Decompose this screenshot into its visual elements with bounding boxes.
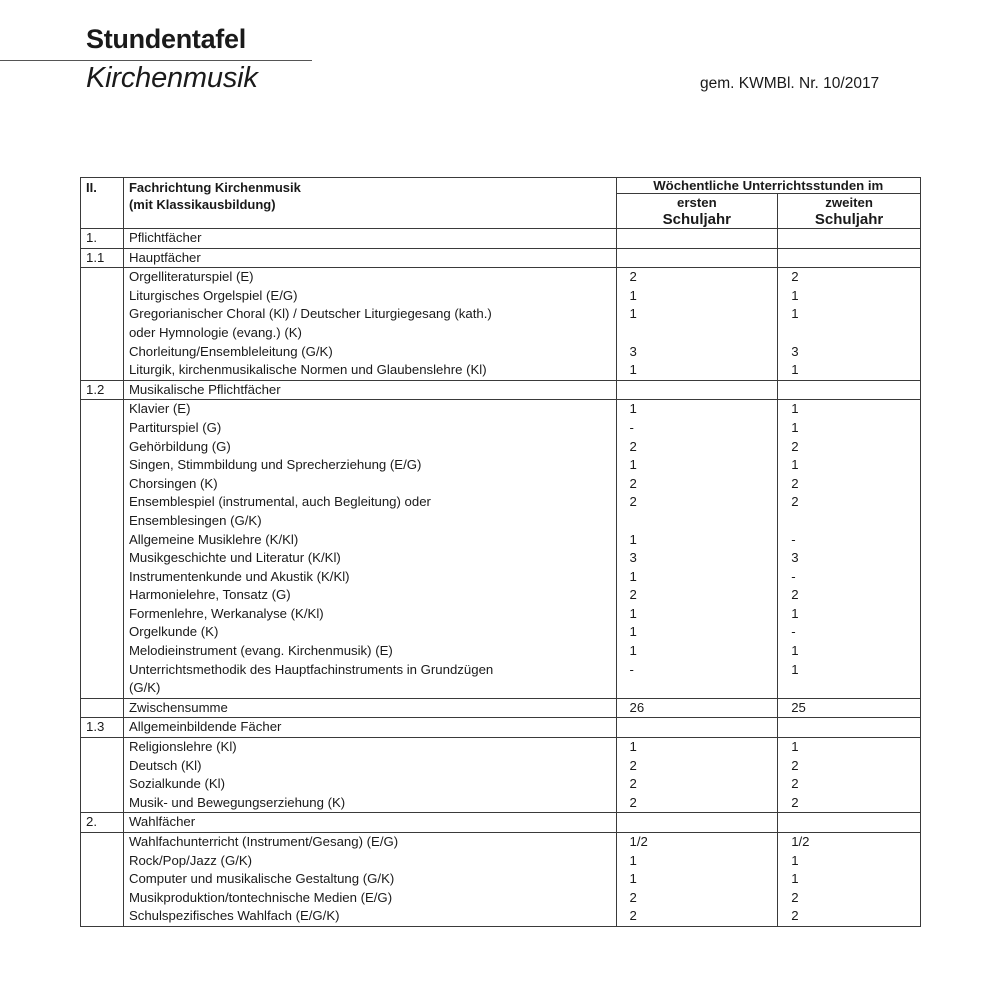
hours-year2: 1 [791, 661, 799, 677]
header-direction [123, 178, 616, 229]
hours-year1: - [629, 661, 634, 677]
hours-year2: 2 [791, 908, 799, 924]
subject-label: Instrumentenkunde und Akustik (K/Kl) [128, 568, 350, 584]
hours-year2: 3 [791, 343, 799, 359]
subject-group [81, 738, 921, 813]
section-number: 2. [81, 813, 124, 833]
hours-year1: 1 [629, 643, 637, 659]
subject-list [123, 738, 616, 813]
page-subtitle: Kirchenmusik [86, 62, 258, 94]
subject-label: Liturgik, kirchenmusikalische Normen und Glaubenslehre (Kl) [128, 362, 487, 378]
subject-label: Musik- und Bewegungserziehung (K) [128, 794, 346, 810]
hours-year2: 2 [791, 438, 799, 454]
section-number: 1.1 [81, 248, 124, 268]
hours-year1: 2 [629, 475, 637, 491]
subject-list [123, 400, 616, 699]
header-direction-line2: (mit Klassikausbildung) [128, 197, 276, 212]
hours-year1: 2 [629, 269, 637, 285]
subject-label: Orgelkunde (K) [128, 624, 219, 640]
hours-year2: 1 [791, 739, 799, 755]
subject-label: Chorsingen (K) [128, 475, 218, 491]
section-row [81, 380, 921, 400]
hours-year1: 1 [629, 457, 637, 473]
hours-year1: 2 [629, 494, 637, 510]
hours-year2: 1 [791, 852, 799, 868]
subtotal-year1: 26 [616, 698, 778, 718]
header-hours: Wöchentliche Unterrichtsstunden im [616, 178, 921, 194]
hours-year2: 2 [791, 587, 799, 603]
subject-label: Sozialkunde (Kl) [128, 776, 225, 792]
section-row [81, 248, 921, 268]
hours-year1: 2 [629, 757, 637, 773]
subject-label: Partiturspiel (G) [128, 419, 222, 435]
subject-group [81, 268, 921, 381]
subject-group [81, 833, 921, 927]
hours-year2: 2 [791, 475, 799, 491]
hours-year1: 2 [629, 908, 637, 924]
section-label: Wahlfächer [123, 813, 616, 833]
section-label: Musikalische Pflichtfächer [123, 380, 616, 400]
hours-year2: 2 [791, 269, 799, 285]
hours-year1: 2 [629, 794, 637, 810]
hours-year2: 2 [791, 889, 799, 905]
year1-values [616, 268, 778, 381]
subject-label: Deutsch (Kl) [128, 757, 202, 773]
hours-year2: 2 [791, 494, 799, 510]
section-row [81, 229, 921, 249]
hours-year2: 3 [791, 550, 799, 566]
page-title: Stundentafel [86, 24, 246, 54]
header-year1-line2: Schuljahr [662, 211, 732, 228]
subject-label: Computer und musikalische Gestaltung (G/K) [128, 871, 395, 887]
subtotal-label: Zwischensumme [123, 698, 616, 718]
subject-label: Religionslehre (Kl) [128, 739, 237, 755]
section-label: Allgemeinbildende Fächer [123, 718, 616, 738]
subject-label: Wahlfachunterricht (Instrument/Gesang) (E/G) [128, 834, 399, 849]
year1-values [616, 833, 778, 927]
subject-label: Unterrichtsmethodik des Hauptfachinstruments in Grundzügen [128, 661, 494, 677]
subject-label: Melodieinstrument (evang. Kirchenmusik) (E) [128, 643, 393, 659]
subject-label: Gehörbildung (G) [128, 438, 231, 454]
section-number: 1.2 [81, 380, 124, 400]
subject-label: Rock/Pop/Jazz (G/K) [128, 852, 253, 868]
year1-values [616, 738, 778, 813]
subject-label: Singen, Stimmbildung und Sprecherziehung (E/G) [128, 457, 422, 473]
hours-year1: 1 [629, 739, 637, 755]
year2-values [778, 833, 921, 927]
header-year2 [778, 194, 921, 229]
header-year2-line2: Schuljahr [814, 211, 884, 228]
subject-label: Formenlehre, Werkanalyse (K/Kl) [128, 605, 324, 621]
hours-year1: 3 [629, 343, 637, 359]
hours-year2: 1 [791, 871, 799, 887]
hours-year1: 1 [629, 306, 637, 322]
hours-year2: 2 [791, 794, 799, 810]
year1-values [616, 400, 778, 699]
hours-year2: 1 [791, 401, 799, 417]
hours-year1: 1/2 [629, 834, 648, 849]
subject-label: Gregorianischer Choral (Kl) / Deutscher Liturgiegesang (kath.) [128, 306, 492, 322]
title-divider [0, 60, 312, 61]
subtotal-row [81, 698, 921, 718]
year2-values [778, 738, 921, 813]
section-row [81, 718, 921, 738]
hours-year2: 2 [791, 757, 799, 773]
subject-label: Musikproduktion/tontechnische Medien (E/G) [128, 889, 393, 905]
subject-label: Chorleitung/Ensembleleitung (G/K) [128, 343, 333, 359]
hours-year1: 1 [629, 624, 637, 640]
subject-label: Harmonielehre, Tonsatz (G) [128, 587, 291, 603]
section-row [81, 813, 921, 833]
subject-list [123, 833, 616, 927]
subject-label-continued: Ensemblesingen (G/K) [128, 512, 262, 528]
hours-year1: 1 [629, 401, 637, 417]
hours-year1: 2 [629, 587, 637, 603]
hours-year1: 1 [629, 605, 637, 621]
subject-list [123, 268, 616, 381]
header-year1-line1: ersten [677, 195, 717, 210]
section-number: 1. [81, 229, 124, 249]
section-label: Hauptfächer [123, 248, 616, 268]
hours-year2: - [791, 624, 796, 640]
subject-label-continued: (G/K) [128, 680, 161, 696]
timetable [80, 177, 921, 927]
hours-year1: 1 [629, 287, 637, 303]
hours-year1: 2 [629, 438, 637, 454]
hours-year2: 1 [791, 457, 799, 473]
subject-label: Schulspezifisches Wahlfach (E/G/K) [128, 908, 340, 924]
header-direction-line1: Fachrichtung Kirchenmusik [128, 180, 301, 195]
hours-year2: 1 [791, 287, 799, 303]
hours-year1: 1 [629, 531, 637, 547]
hours-year2: 1 [791, 605, 799, 621]
hours-year1: 1 [629, 852, 637, 868]
subject-label: Orgelliteraturspiel (E) [128, 269, 254, 285]
hours-year1: 1 [629, 871, 637, 887]
hours-year1: 3 [629, 550, 637, 566]
hours-year2: 1 [791, 643, 799, 659]
hours-year1: 2 [629, 889, 637, 905]
year2-values [778, 268, 921, 381]
hours-year2: 1 [791, 419, 799, 435]
subject-label: Allgemeine Musiklehre (K/Kl) [128, 531, 299, 547]
subtotal-year2: 25 [778, 698, 921, 718]
section-label: Pflichtfächer [123, 229, 616, 249]
subject-label: Liturgisches Orgelspiel (E/G) [128, 287, 298, 303]
hours-year2: 1/2 [791, 834, 810, 849]
hours-year1: - [629, 419, 634, 435]
hours-year2: - [791, 568, 796, 584]
subject-label: Musikgeschichte und Literatur (K/Kl) [128, 550, 341, 566]
header-year1 [616, 194, 778, 229]
section-number: 1.3 [81, 718, 124, 738]
hours-year2: 2 [791, 776, 799, 792]
header-year2-line1: zweiten [825, 195, 873, 210]
year2-values [778, 400, 921, 699]
hours-year1: 2 [629, 776, 637, 792]
hours-year2: 1 [791, 306, 799, 322]
table-header-row [81, 178, 921, 194]
subject-label: Ensemblespiel (instrumental, auch Begleitung) oder [128, 494, 431, 510]
hours-year1: 1 [629, 362, 637, 378]
subject-group [81, 400, 921, 699]
hours-year1: 1 [629, 568, 637, 584]
subject-label-continued: oder Hymnologie (evang.) (K) [128, 324, 302, 340]
subject-label: Klavier (E) [128, 401, 191, 417]
gazette-reference: gem. KWMBl. Nr. 10/2017 [700, 75, 880, 92]
hours-year2: 1 [791, 362, 799, 378]
hours-year2: - [791, 531, 796, 547]
header-numeral: II. [81, 178, 124, 229]
